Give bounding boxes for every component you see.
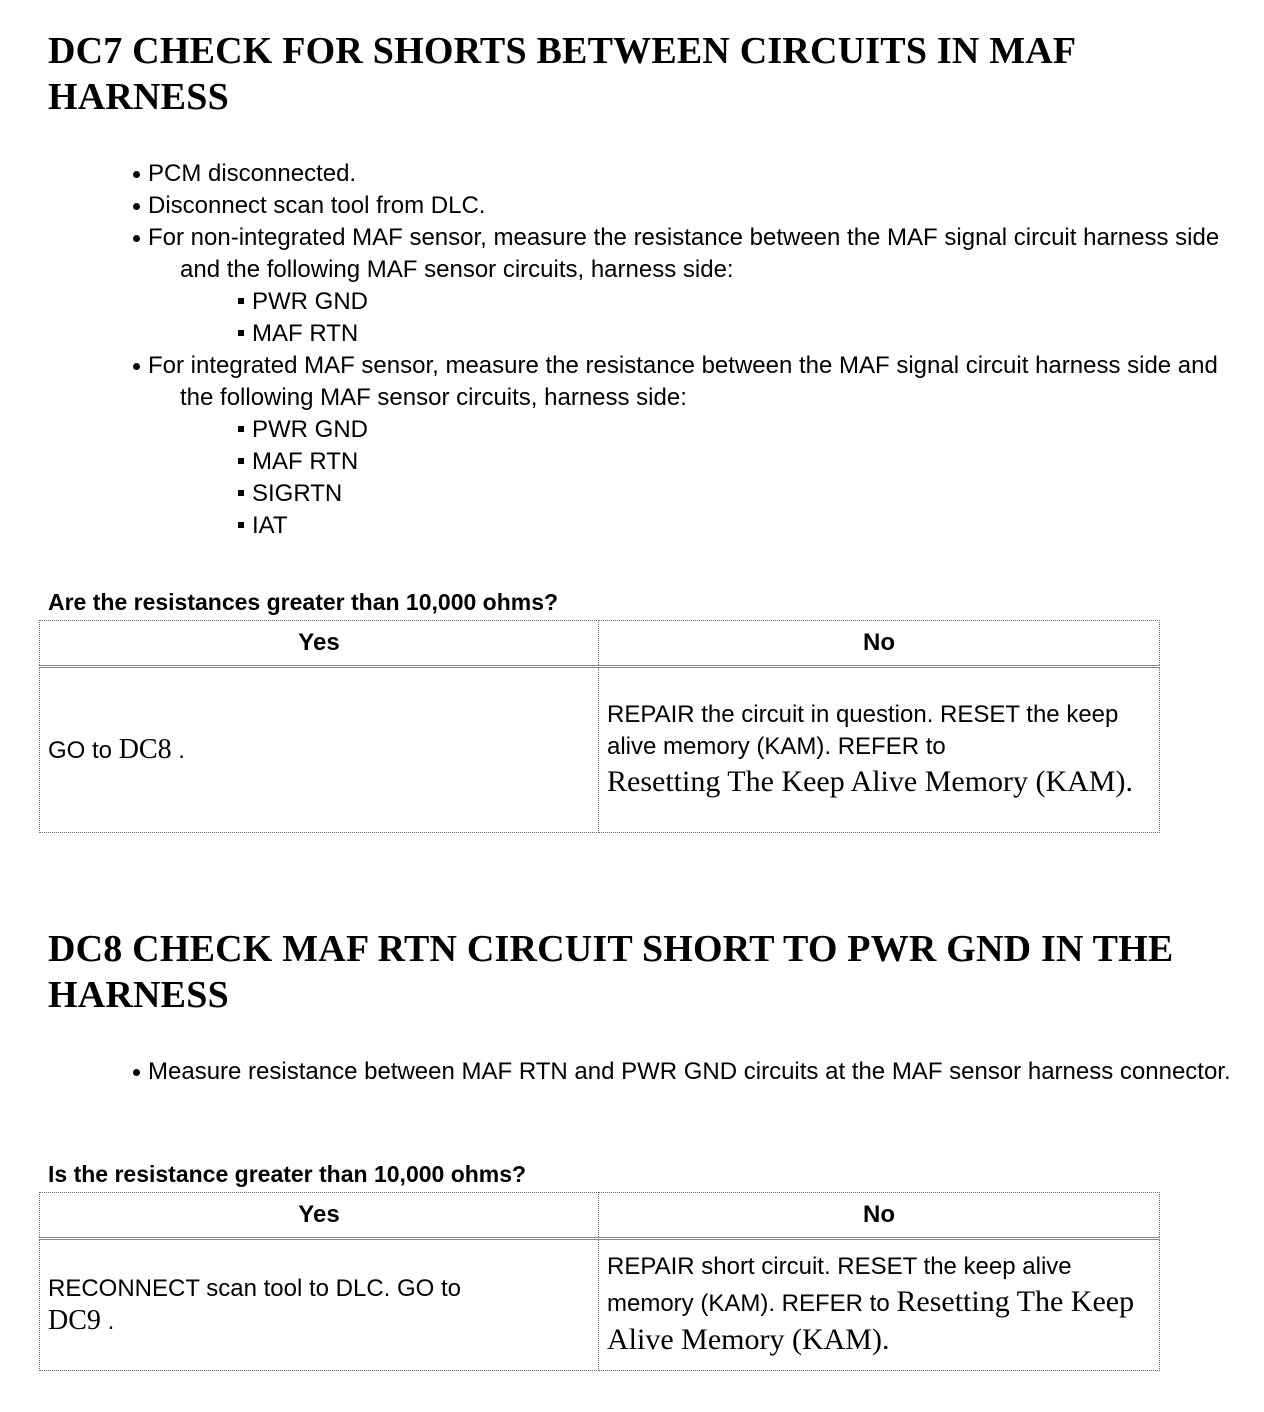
dc7-steps xyxy=(130,158,1240,542)
dc9-link[interactable]: DC9 xyxy=(48,1304,101,1336)
dc7-decision-table xyxy=(39,620,1160,833)
reset-kam-link[interactable]: Resetting The Keep Alive Memory (KAM). xyxy=(607,765,1134,798)
reset-kam-link[interactable]: Resetting The Keep Alive Memory (KAM). xyxy=(607,1285,1135,1356)
yes-suffix: . xyxy=(171,736,185,764)
yes-action-text: RECONNECT scan tool to DLC. GO to xyxy=(48,1274,462,1302)
circuit-item: PWR GND xyxy=(235,414,1240,446)
list-item xyxy=(130,222,1240,350)
dc7-yes-cell xyxy=(40,667,599,833)
dc7-question: Are the resistances greater than 10,000 ohms? xyxy=(48,589,559,615)
circuit-item: IAT xyxy=(235,510,1240,542)
dc8-yes-cell xyxy=(40,1239,599,1371)
list-item xyxy=(130,190,1240,222)
dc8-question: Is the resistance greater than 10,000 ohms? xyxy=(48,1161,527,1187)
dc8-decision-table xyxy=(39,1192,1160,1371)
no-header: No xyxy=(599,1193,1160,1239)
dc8-link[interactable]: DC8 xyxy=(118,733,172,765)
list-item xyxy=(130,158,1240,190)
yes-suffix: . xyxy=(100,1307,115,1335)
dc8-title: DC8 CHECK MAF RTN CIRCUIT SHORT TO PWR GND IN THE HARNESS xyxy=(48,928,1174,1016)
list-item xyxy=(130,1056,1240,1088)
dc7-step-3: For non-integrated MAF sensor, measure the resistance between the MAF signal circuit harness side and the following MAF sensor circuits, harness side: xyxy=(148,224,1220,283)
yes-header: Yes xyxy=(40,621,599,667)
dc8-section xyxy=(0,926,1264,1356)
dc7-section xyxy=(0,28,1264,798)
no-action-text: REPAIR the circuit in question. RESET the keep alive memory (KAM). REFER to xyxy=(607,701,1119,760)
circuit-item: PWR GND xyxy=(235,286,1240,318)
no-action-text: REPAIR short circuit. RESET the keep alive memory (KAM). REFER to xyxy=(607,1253,1072,1317)
table-row xyxy=(40,1239,1160,1371)
yes-header: Yes xyxy=(40,1193,599,1239)
dc7-step-4: For integrated MAF sensor, measure the resistance between the MAF signal circuit harness side and the following MAF sensor circuits, harness side: xyxy=(148,352,1218,411)
circuit-item: SIGRTN xyxy=(235,478,1240,510)
dc8-no-cell xyxy=(599,1239,1160,1371)
dc7-title: DC7 CHECK FOR SHORTS BETWEEN CIRCUITS IN MAF HARNESS xyxy=(48,30,1075,118)
dc8-step-1: Measure resistance between MAF RTN and PWR GND circuits at the MAF sensor harness connector. xyxy=(148,1058,1231,1085)
list-item xyxy=(130,350,1240,542)
dc7-step-1: PCM disconnected. xyxy=(148,160,357,187)
dc7-step-2: Disconnect scan tool from DLC. xyxy=(148,192,486,219)
yes-action-text: GO to xyxy=(48,736,119,764)
circuit-item: MAF RTN xyxy=(235,318,1240,350)
circuit-item: MAF RTN xyxy=(235,446,1240,478)
table-row xyxy=(40,667,1160,833)
no-header: No xyxy=(599,621,1160,667)
dc7-no-cell xyxy=(599,667,1160,833)
dc7-step-4-circuits xyxy=(148,414,1240,542)
dc7-step-3-circuits xyxy=(148,286,1240,350)
dc8-steps xyxy=(130,1056,1240,1088)
